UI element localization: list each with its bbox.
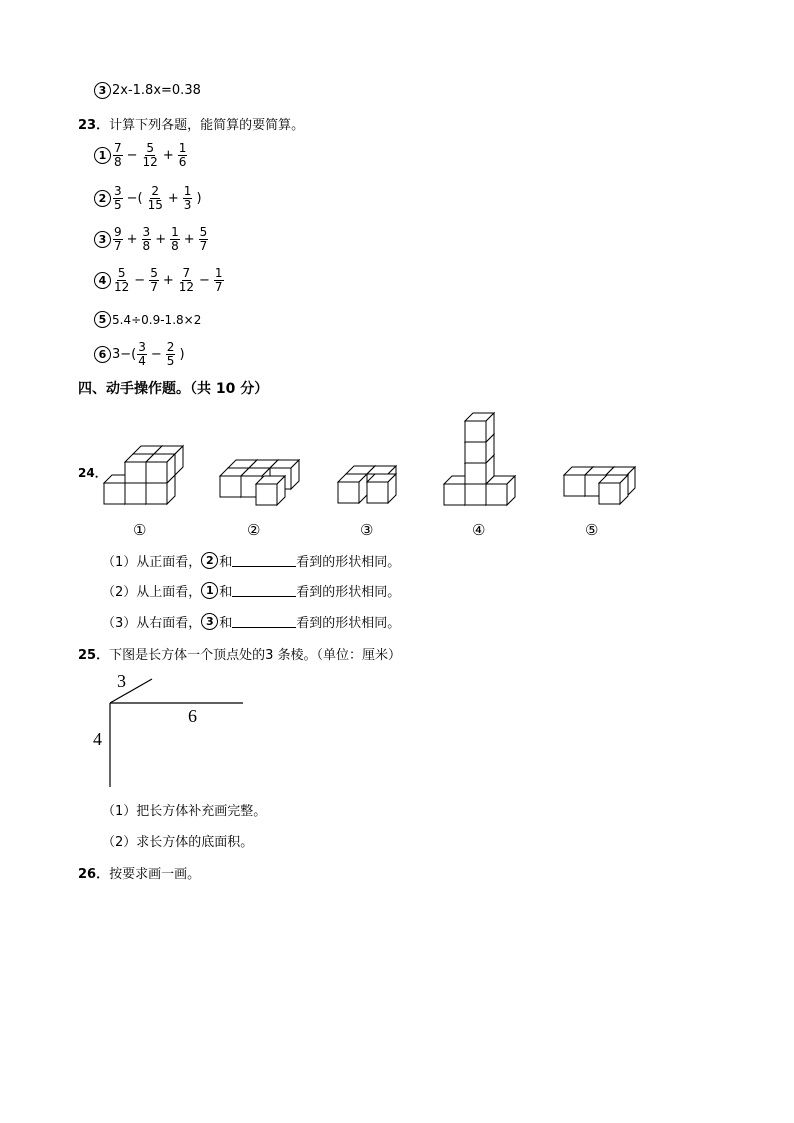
denominator: 7	[114, 239, 122, 253]
depth-label: 3	[117, 671, 126, 691]
numerator: 1	[171, 225, 179, 239]
denominator: 6	[178, 155, 187, 169]
section-title: 四、动手操作题。（共 10 分）	[78, 381, 269, 397]
numerator: 1	[178, 141, 187, 155]
figure-label-3: ③	[360, 523, 374, 539]
numerator: 1	[183, 184, 192, 198]
numerator: 2	[151, 184, 160, 198]
numerator: 3	[142, 225, 151, 239]
operator: +	[126, 232, 138, 247]
item-number-badge: 3	[94, 231, 111, 248]
question-prompt: 计算下列各题，能简算的要简算。	[109, 118, 305, 133]
denominator: 8	[171, 239, 179, 253]
sub-suffix: 看到的形状相同。	[296, 555, 401, 570]
denominator: 15	[147, 198, 163, 212]
item-number-badge: 6	[94, 346, 111, 363]
figure-label-5: ⑤	[585, 523, 599, 539]
item-number-badge: 4	[94, 272, 111, 289]
item-number-badge: 5	[94, 311, 111, 328]
close-paren: )	[196, 191, 202, 206]
numerator: 3	[114, 184, 122, 198]
denominator: 8	[114, 155, 122, 169]
figure-ref-badge: 3	[201, 613, 218, 630]
close-paren: )	[179, 347, 185, 362]
sub-mid: 和	[219, 585, 233, 600]
denominator: 12	[178, 280, 195, 294]
numerator: 7	[182, 266, 191, 280]
numerator: 3	[138, 340, 146, 354]
sub-prefix: （3）从右面看，	[102, 616, 202, 631]
operator: +	[155, 232, 167, 247]
denominator: 8	[142, 239, 151, 253]
question-number: 24．	[78, 466, 107, 480]
numerator: 9	[114, 225, 122, 239]
numerator: 5	[150, 266, 158, 280]
question-number: 25．	[78, 648, 110, 663]
figure-label-4: ④	[472, 523, 486, 539]
question-prompt: 按要求画一画。	[109, 867, 201, 882]
figure-ref-badge: 1	[201, 582, 218, 599]
equation-text: 2x-1.8x=0.38	[112, 83, 201, 98]
numerator: 5	[117, 266, 126, 280]
operator: +	[183, 232, 195, 247]
sub-suffix: 看到的形状相同。	[296, 585, 401, 600]
question-prompt: 下图是长方体一个顶点处的3 条棱。（单位：厘米）	[109, 648, 401, 663]
expression-lead: 3−(	[112, 347, 137, 362]
figure-label-1: ①	[133, 523, 147, 539]
denominator: 12	[142, 155, 158, 169]
question-number: 23．	[78, 118, 110, 133]
operator: −(	[126, 191, 143, 206]
denominator: 7	[199, 239, 208, 253]
sub-mid: 和	[219, 555, 233, 570]
sub-prefix: （1）从正面看，	[102, 555, 202, 570]
q25-subquestion-1: （1）把长方体补充画完整。	[102, 804, 267, 819]
numerator: 7	[114, 141, 122, 155]
sub-suffix: 看到的形状相同。	[296, 616, 401, 631]
figure-label-2: ②	[247, 523, 261, 539]
operator: +	[162, 148, 174, 163]
operator: +	[162, 273, 174, 288]
item-number-badge: 3	[94, 82, 111, 99]
operator: −	[150, 347, 162, 362]
numerator: 5	[199, 225, 208, 239]
numerator: 2	[166, 340, 175, 354]
denominator: 4	[138, 354, 146, 368]
width-label: 6	[188, 706, 197, 726]
height-label: 4	[93, 729, 102, 749]
operator: −	[134, 273, 146, 288]
denominator: 5	[166, 354, 175, 368]
sub-prefix: （2）从上面看，	[102, 585, 202, 600]
expression-text: 5.4÷0.9-1.8×2	[112, 312, 202, 327]
denominator: 7	[214, 280, 223, 294]
question-26-header	[78, 863, 200, 882]
figure-ref-badge: 2	[201, 552, 218, 569]
numerator: 5	[146, 141, 154, 155]
sub-mid: 和	[219, 616, 233, 631]
operator: −	[199, 273, 210, 288]
item-number-badge: 1	[94, 147, 111, 164]
question-number: 26．	[78, 867, 110, 882]
item-number-badge: 2	[94, 190, 111, 207]
q25-subquestion-2: （2）求长方体的底面积。	[102, 835, 254, 850]
denominator: 3	[183, 198, 192, 212]
denominator: 7	[150, 280, 158, 294]
denominator: 12	[114, 280, 130, 294]
numerator: 1	[214, 266, 223, 280]
operator: −	[126, 148, 138, 163]
operator: +	[167, 191, 179, 206]
denominator: 5	[114, 198, 122, 212]
